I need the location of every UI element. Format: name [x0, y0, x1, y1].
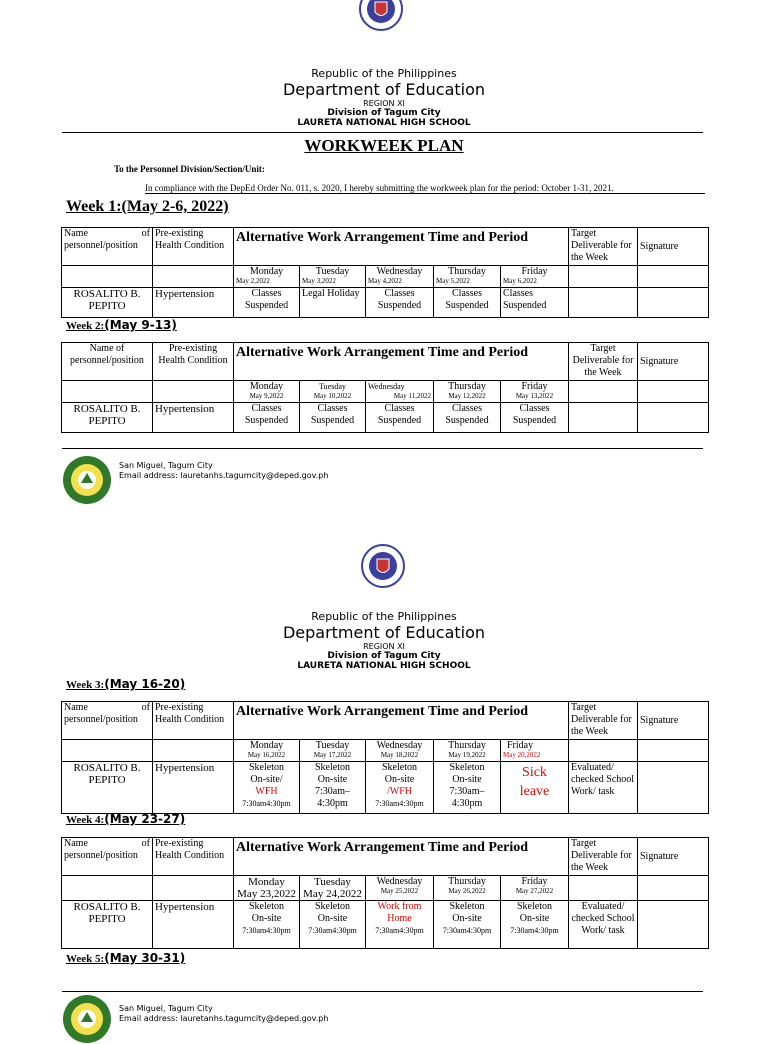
signature-cell: [638, 762, 709, 814]
day-date: May 5,2022: [436, 277, 470, 285]
cell-line: 7:30am–: [449, 786, 485, 797]
day-header: [234, 740, 300, 762]
day-name: Tuesday: [315, 740, 350, 751]
cell-line: WFH: [255, 786, 278, 797]
target-cell: Evaluated/ checked School Work/ task: [569, 762, 638, 814]
header-name-b: of: [141, 228, 150, 239]
week-label: Week 4:: [66, 814, 105, 826]
blank-cell: [638, 740, 709, 762]
cell-line: Sick: [522, 765, 547, 780]
cell-line: On-site: [317, 913, 348, 924]
header-health: Pre-existing Health Condition: [153, 343, 234, 381]
day-date: May 18,2022: [380, 751, 419, 759]
day-cell: [366, 901, 434, 949]
day-name: Thursday: [448, 266, 486, 277]
header-name-b: of: [141, 838, 150, 849]
header-name-c: personnel/position: [64, 714, 138, 725]
cell-line: Home: [387, 913, 412, 924]
header-signature: Signature: [638, 343, 709, 381]
week-2-heading: [66, 318, 177, 332]
day-date: May 24,2022: [303, 888, 362, 900]
health-condition: Hypertension: [153, 288, 234, 318]
cell-line: 7:30am4:30pm: [375, 926, 424, 935]
blank-cell: [62, 876, 153, 901]
republic-text: Republic of the Philippines: [311, 67, 457, 80]
day-cell: Classes Suspended: [234, 403, 300, 433]
day-name: Thursday: [448, 381, 486, 392]
day-name: Thursday: [448, 876, 486, 887]
day-header: [366, 266, 434, 288]
week-3-heading: [66, 677, 185, 691]
day-cell: [434, 762, 501, 814]
school-logo-icon: [62, 994, 112, 1044]
week-5-heading: [66, 951, 185, 965]
day-header: [501, 876, 569, 901]
day-header: [366, 381, 434, 403]
division-text: Division of Tagum City: [327, 651, 441, 661]
day-cell: [434, 901, 501, 949]
blank-cell: [569, 266, 638, 288]
day-cell: Legal Holiday: [300, 288, 366, 318]
cell-line: Skeleton: [449, 901, 485, 912]
blank-cell: [153, 381, 234, 403]
cell-line: Skeleton: [249, 901, 284, 912]
blank-cell: [153, 740, 234, 762]
blank-cell: [62, 266, 153, 288]
blank-cell: [638, 266, 709, 288]
cell-line: /WFH: [387, 786, 412, 797]
blank-cell: [62, 381, 153, 403]
week-4-heading: [66, 812, 185, 826]
day-name: Friday: [507, 740, 534, 751]
day-date: May 17,2022: [313, 751, 352, 759]
compliance-paragraph: In compliance with the DepEd Order No. 011, s. 2020, I hereby submitting the workweek plan for the period: October 1-31, 2021.: [145, 183, 705, 194]
header-name-b: of: [141, 702, 150, 713]
day-date: May 13,2022: [515, 392, 554, 400]
day-header: [501, 740, 569, 762]
day-date: May 3,2022: [302, 277, 336, 285]
day-date: May 25,2022: [380, 887, 419, 895]
department-text: Department of Education: [282, 623, 486, 642]
target-cell: Evaluated/ checked School Work/ task: [569, 901, 638, 949]
week-range: (May 30-31): [104, 951, 186, 965]
week-3-table: [61, 701, 709, 814]
health-condition: Hypertension: [153, 901, 234, 949]
school-text: LAURETA NATIONAL HIGH SCHOOL: [297, 661, 471, 671]
cell-line: On-site: [452, 913, 482, 924]
day-date: May 12,2022: [448, 392, 486, 400]
week-label: Week 2:: [66, 320, 105, 332]
target-cell: [569, 288, 638, 318]
cell-line: Skeleton: [382, 762, 417, 773]
cell-line: Skeleton: [249, 762, 284, 773]
day-name: Monday: [249, 381, 284, 392]
letterhead: [0, 68, 768, 128]
header-name-a: Name: [64, 228, 88, 239]
personnel-name: ROSALITO B. PEPITO: [62, 901, 153, 949]
day-name: Friday: [521, 381, 548, 392]
cell-line: Skeleton: [517, 901, 552, 912]
day-date: May 6,2022: [503, 277, 537, 285]
day-name: Friday: [521, 266, 548, 277]
day-header: [300, 266, 366, 288]
day-header: [300, 876, 366, 901]
signature-cell: [638, 288, 709, 318]
footer-address: San Miguel, Tagum City: [119, 1004, 213, 1013]
cell-line: Skeleton: [315, 901, 350, 912]
week-range: (May 9-13): [104, 318, 177, 332]
header-target: Target Deliverable for the Week: [569, 228, 638, 266]
cell-line: On-site/: [250, 774, 283, 785]
cell-line: 7:30am4:30pm: [308, 926, 357, 935]
department-text: Department of Education: [282, 80, 486, 99]
personnel-name: ROSALITO B. PEPITO: [62, 762, 153, 814]
target-cell: [569, 403, 638, 433]
day-cell: Classes Suspended: [434, 403, 501, 433]
day-name: Monday: [249, 266, 284, 277]
cell-line: 7:30am4:30pm: [242, 926, 291, 935]
day-name: Monday: [249, 740, 284, 751]
footer-contact: [119, 1004, 328, 1024]
cell-line: Skeleton: [315, 762, 350, 773]
cell-line: leave: [519, 784, 550, 799]
footer-address: San Miguel, Tagum City: [119, 461, 213, 470]
footer-contact: [119, 461, 328, 481]
day-name: Thursday: [448, 740, 486, 751]
cell-line: 4:30pm: [451, 798, 483, 809]
header-awa: Alternative Work Arrangement Time and Period: [234, 838, 569, 876]
week-1-heading: [66, 198, 229, 216]
document-title: WORKWEEK PLAN: [304, 136, 464, 155]
signature-cell: [638, 901, 709, 949]
footer-email: Email address: lauretanhs.tagumcity@deped.gov.ph: [119, 1014, 329, 1023]
header-divider: [62, 132, 703, 133]
footer-divider: [62, 448, 703, 449]
deped-seal-icon: [360, 543, 406, 589]
day-header: [300, 381, 366, 403]
header-awa: Alternative Work Arrangement Time and Period: [234, 228, 569, 266]
day-date: May 2,2022: [236, 277, 270, 285]
blank-cell: [569, 381, 638, 403]
signature-cell: [638, 403, 709, 433]
day-cell: Classes Suspended: [501, 288, 569, 318]
blank-cell: [153, 876, 234, 901]
header-name-a: Name: [64, 702, 88, 713]
addressee-line: To the Personnel Division/Section/Unit:: [114, 164, 265, 174]
day-cell: [300, 762, 366, 814]
day-date: May 16,2022: [247, 751, 286, 759]
cell-line: On-site: [384, 774, 415, 785]
day-cell: [366, 762, 434, 814]
header-name: [62, 838, 153, 876]
cell-line: 7:30am4:30pm: [375, 799, 424, 808]
day-name: Wednesday: [368, 382, 405, 391]
header-name: Name of personnel/position: [62, 343, 153, 381]
day-header: [434, 266, 501, 288]
deped-seal-icon: [358, 0, 404, 32]
cell-line: 7:30am–: [315, 786, 350, 797]
cell-line: Skeleton: [449, 762, 485, 773]
day-header: [501, 266, 569, 288]
week-range: (May 2-6, 2022): [121, 198, 229, 215]
blank-cell: [153, 266, 234, 288]
header-name: [62, 228, 153, 266]
region-text: REGION XI: [363, 99, 405, 108]
region-text: REGION XI: [363, 642, 405, 651]
personnel-name: ROSALITO B. PEPITO: [62, 403, 153, 433]
day-cell: Classes Suspended: [366, 288, 434, 318]
header-name-a: Name: [64, 838, 88, 849]
day-cell: Classes Suspended: [300, 403, 366, 433]
blank-cell: [638, 876, 709, 901]
cell-line: 7:30am4:30pm: [510, 926, 559, 935]
day-cell: Classes Suspended: [234, 288, 300, 318]
day-name: Tuesday: [319, 382, 346, 391]
day-header: [501, 381, 569, 403]
day-cell: [501, 762, 569, 814]
cell-line: 7:30am4:30pm: [242, 799, 291, 808]
week-range: (May 23-27): [104, 812, 186, 826]
week-label: Week 1:: [66, 198, 122, 215]
header-awa: Alternative Work Arrangement Time and Period: [234, 343, 569, 381]
day-header: [234, 266, 300, 288]
day-cell: Classes Suspended: [366, 403, 434, 433]
day-date: May 11,2022: [393, 392, 431, 400]
week-label: Week 5:: [66, 953, 105, 965]
day-header: [366, 876, 434, 901]
day-date: May 9,2022: [249, 392, 284, 400]
school-logo-icon: [62, 455, 112, 505]
cell-line: On-site: [251, 913, 282, 924]
header-name-c: personnel/position: [64, 850, 138, 861]
day-cell: [300, 901, 366, 949]
header-signature: Signature: [638, 838, 709, 876]
header-target: Target Deliverable for the Week: [569, 838, 638, 876]
day-header: [300, 740, 366, 762]
health-condition: Hypertension: [153, 762, 234, 814]
header-health: Pre-existing Health Condition: [153, 702, 234, 740]
school-text: LAURETA NATIONAL HIGH SCHOOL: [297, 118, 471, 128]
day-header: [434, 876, 501, 901]
health-condition: Hypertension: [153, 403, 234, 433]
blank-cell: [638, 381, 709, 403]
blank-cell: [569, 740, 638, 762]
republic-text: Republic of the Philippines: [311, 610, 457, 623]
day-cell: [234, 901, 300, 949]
day-header: [434, 740, 501, 762]
cell-line: On-site: [317, 774, 348, 785]
personnel-name: ROSALITO B. PEPITO: [62, 288, 153, 318]
header-target: Target Deliverable for the Week: [569, 343, 638, 381]
day-date: May 10,2022: [313, 392, 352, 400]
cell-line: 7:30am4:30pm: [442, 926, 492, 935]
footer-email: Email address: lauretanhs.tagumcity@deped.gov.ph: [119, 471, 329, 480]
day-name: Wednesday: [376, 740, 423, 751]
cell-line: On-site: [519, 913, 550, 924]
header-awa: Alternative Work Arrangement Time and Period: [234, 702, 569, 740]
day-cell: Classes Suspended: [501, 403, 569, 433]
week-2-table: [61, 342, 709, 433]
day-date: May 23,2022: [237, 888, 296, 900]
cell-line: On-site: [452, 774, 482, 785]
day-header: [234, 876, 300, 901]
day-name: Tuesday: [314, 876, 351, 888]
footer-divider: [62, 991, 703, 992]
cell-line: 4:30pm: [317, 798, 348, 809]
header-name: [62, 702, 153, 740]
header-signature: Signature: [638, 228, 709, 266]
header-target: Target Deliverable for the Week: [569, 702, 638, 740]
header-name-c: personnel/position: [64, 240, 138, 251]
day-header: [434, 381, 501, 403]
header-signature: Signature: [638, 702, 709, 740]
week-label: Week 3:: [66, 679, 105, 691]
day-header: [234, 381, 300, 403]
day-date: May 26,2022: [448, 887, 486, 895]
day-cell: [501, 901, 569, 949]
blank-cell: [569, 876, 638, 901]
division-text: Division of Tagum City: [327, 108, 441, 118]
day-date: May 19,2022: [448, 751, 486, 759]
day-date: May 20,2022: [503, 751, 541, 759]
day-name: Tuesday: [315, 266, 350, 277]
header-health: Pre-existing Health Condition: [153, 838, 234, 876]
day-name: Friday: [521, 876, 548, 887]
day-cell: [234, 762, 300, 814]
day-name: Monday: [248, 876, 285, 888]
day-cell: Classes Suspended: [434, 288, 501, 318]
day-name: Wednesday: [376, 876, 423, 887]
blank-cell: [62, 740, 153, 762]
day-name: Wednesday: [376, 266, 423, 277]
header-health: Pre-existing Health Condition: [153, 228, 234, 266]
week-4-table: [61, 837, 709, 949]
week-range: (May 16-20): [104, 677, 186, 691]
week-1-table: [61, 227, 709, 318]
day-date: May 27,2022: [515, 887, 554, 895]
day-header: [366, 740, 434, 762]
cell-line: Work from: [377, 901, 422, 912]
day-date: May 4,2022: [368, 277, 402, 285]
letterhead: [0, 611, 768, 671]
